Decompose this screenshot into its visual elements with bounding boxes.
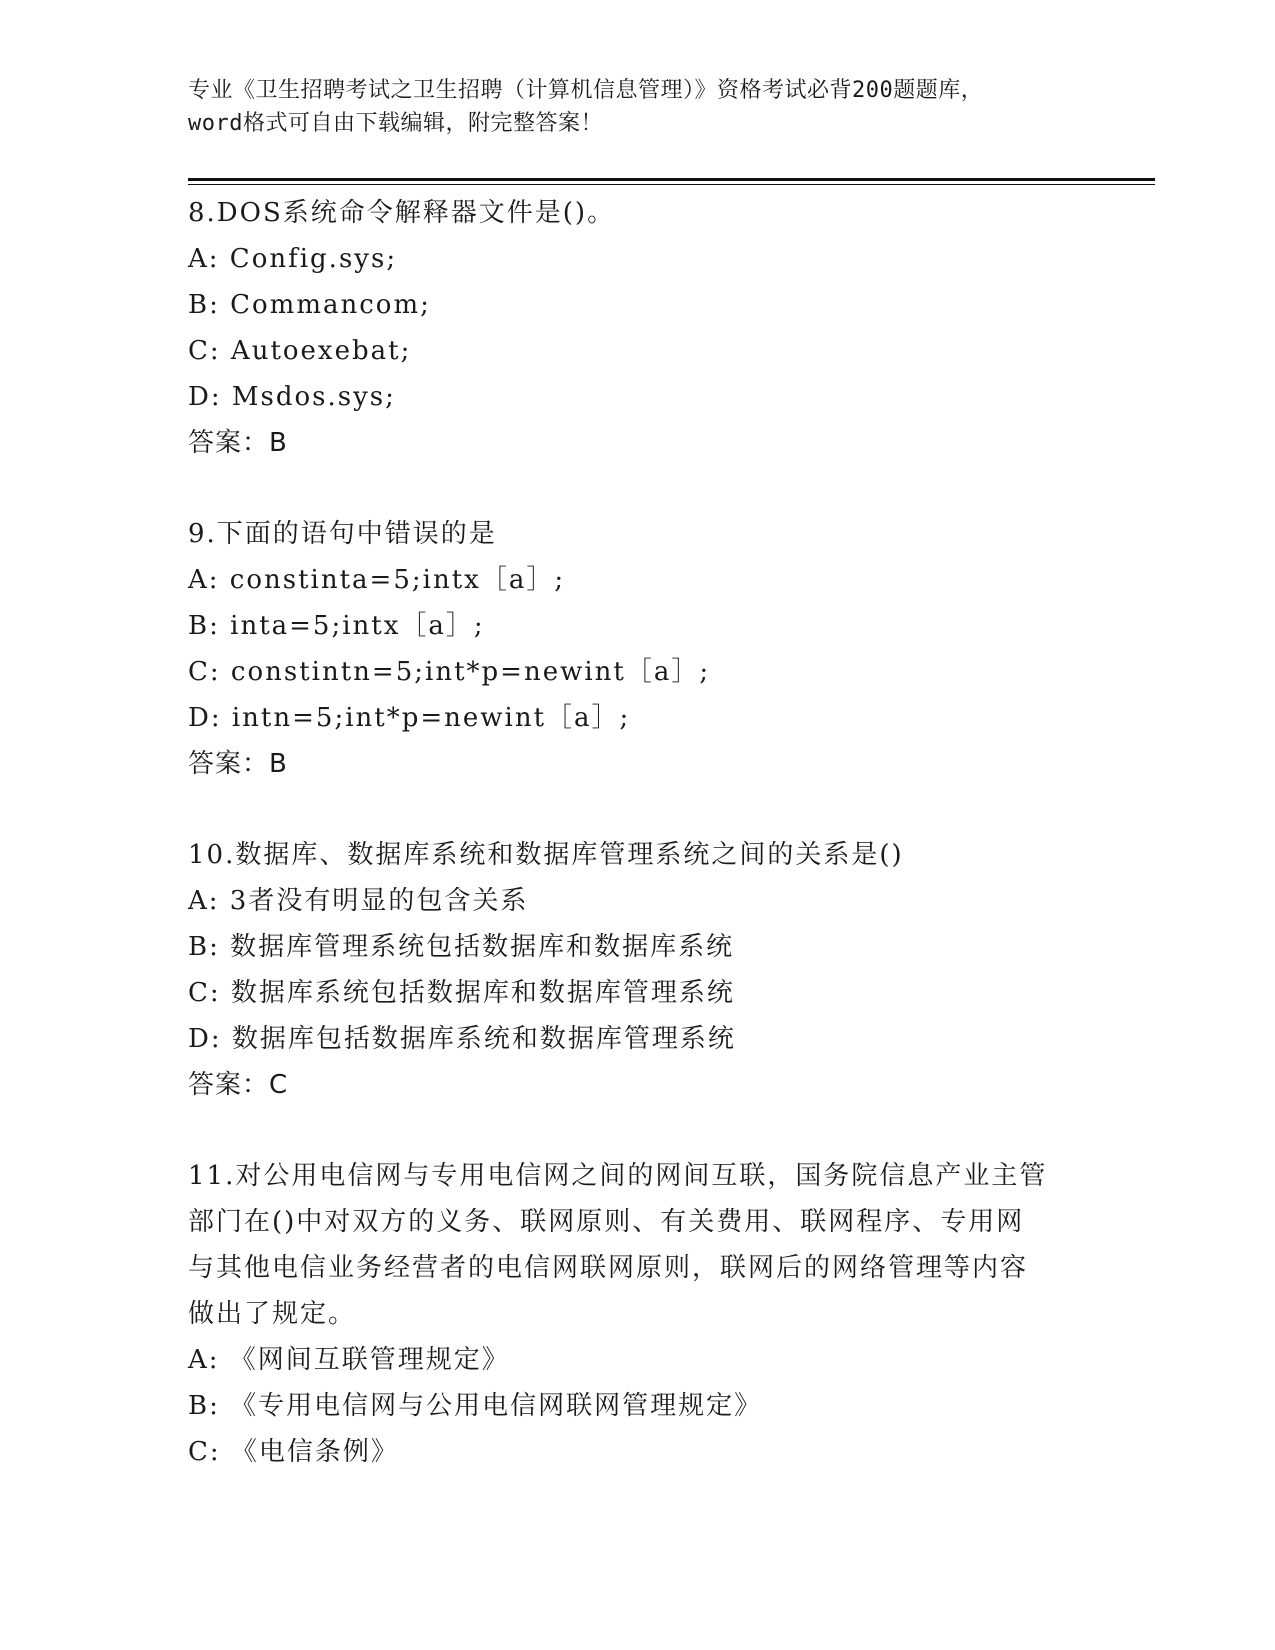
question-list bbox=[188, 190, 1088, 1475]
header-divider-thin bbox=[188, 184, 1155, 185]
option-c: C: Autoexebat; bbox=[188, 336, 412, 366]
question-stem: 8.DOS系统命令解释器文件是()。 bbox=[188, 198, 616, 228]
question-stem-line-2: 部门在()中对双方的义务、联网原则、有关费用、联网程序、专用网 bbox=[188, 1207, 1025, 1237]
answer-label: 答案：B bbox=[188, 749, 288, 779]
option-c: C: 《电信条例》 bbox=[188, 1437, 399, 1467]
question-8 bbox=[188, 190, 1088, 466]
question-stem-line-3: 与其他电信业务经营者的电信网联网原则，联网后的网络管理等内容 bbox=[188, 1253, 1029, 1283]
question-stem: 9.下面的语句中错误的是 bbox=[188, 519, 497, 549]
option-b: B: 《专用电信网与公用电信网联网管理规定》 bbox=[188, 1391, 763, 1421]
question-11 bbox=[188, 1153, 1088, 1475]
option-b: B: 数据库管理系统包括数据库和数据库系统 bbox=[188, 932, 735, 962]
option-c: C: 数据库系统包括数据库和数据库管理系统 bbox=[188, 978, 735, 1008]
option-d: D: Msdos.sys; bbox=[188, 382, 396, 412]
option-a: A: constinta=5;intx［a］; bbox=[188, 565, 566, 595]
question-stem: 10.数据库、数据库系统和数据库管理系统之间的关系是() bbox=[188, 840, 904, 870]
option-c: C: constintn=5;int*p=newint［a］; bbox=[188, 657, 711, 687]
document-header bbox=[188, 74, 1088, 140]
question-stem-line-4: 做出了规定。 bbox=[188, 1299, 357, 1329]
option-a: A: 《网间互联管理规定》 bbox=[188, 1345, 510, 1375]
answer-label: 答案：C bbox=[188, 1070, 289, 1100]
header-line-2: word格式可自由下载编辑，附完整答案！ bbox=[188, 111, 603, 136]
option-d: D: 数据库包括数据库系统和数据库管理系统 bbox=[188, 1024, 736, 1054]
option-a: A: Config.sys; bbox=[188, 244, 398, 274]
question-9 bbox=[188, 511, 1088, 787]
option-b: B: Commancom; bbox=[188, 290, 431, 320]
option-b: B: inta=5;intx［a］; bbox=[188, 611, 485, 641]
question-stem-line-1: 11.对公用电信网与专用电信网之间的网间互联，国务院信息产业主管 bbox=[188, 1161, 1048, 1191]
header-line-1: 专业《卫生招聘考试之卫生招聘（计算机信息管理）》资格考试必背200题题库， bbox=[188, 78, 984, 103]
question-10 bbox=[188, 832, 1088, 1108]
option-d: D: intn=5;int*p=newint［a］; bbox=[188, 703, 631, 733]
answer-label: 答案：B bbox=[188, 428, 288, 458]
option-a: A: 3者没有明显的包含关系 bbox=[188, 886, 529, 916]
header-divider-thick bbox=[188, 178, 1155, 181]
